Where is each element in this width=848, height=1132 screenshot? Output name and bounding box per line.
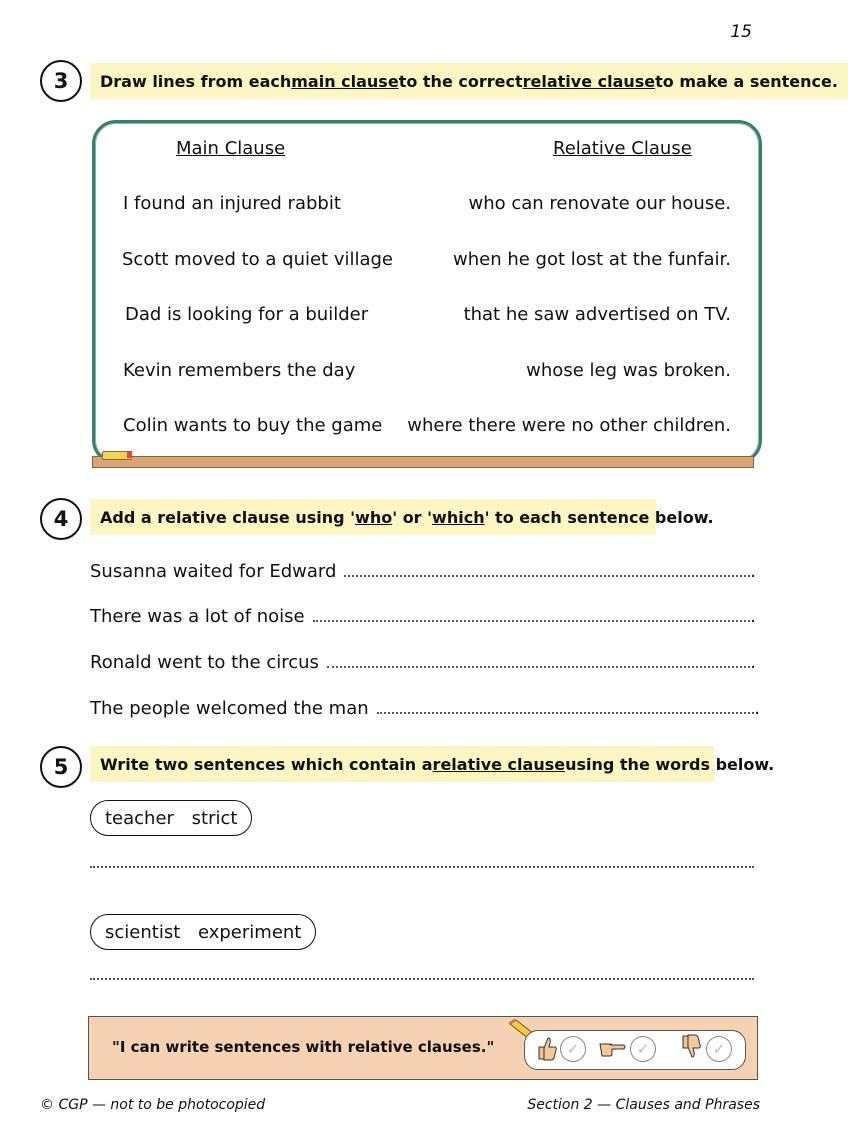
question-4-number: 4: [40, 498, 82, 540]
main-clause-heading: Main Clause: [176, 138, 286, 159]
word-prompt-box: teacher strict: [90, 800, 252, 836]
question-3-number: 3: [40, 60, 82, 102]
thumbs-down-icon: [680, 1034, 702, 1064]
instruction-text: ' or ': [392, 507, 433, 527]
tick-circle-unsure[interactable]: ✓: [630, 1036, 656, 1062]
thumbs-sideways-icon: [598, 1040, 626, 1062]
main-clause: Dad is looking for a builder: [125, 304, 369, 325]
instruction-text: to make a sentence.: [655, 71, 838, 91]
answer-line[interactable]: [90, 698, 760, 719]
instruction-keyword: main clause: [291, 71, 399, 91]
section-footer: Section 2 — Clauses and Phrases: [527, 1097, 760, 1113]
relative-clause: when he got lost at the funfair.: [453, 249, 731, 270]
sentence-stem: Susanna waited for Edward: [90, 561, 337, 582]
main-clause: Scott moved to a quiet village: [122, 249, 394, 270]
instruction-keyword: relative clause: [432, 754, 566, 774]
sentence-stem: The people welcomed the man: [90, 698, 369, 719]
question-3-instruction: [90, 63, 848, 99]
dotted-answer-space[interactable]: [313, 606, 751, 622]
dotted-answer-space[interactable]: [377, 698, 755, 714]
instruction-text: Add a relative clause using ': [100, 507, 356, 527]
instruction-text: Write two sentences which contain a: [100, 754, 433, 774]
main-clause: Colin wants to buy the game: [123, 415, 383, 436]
dotted-answer-space[interactable]: [344, 561, 750, 577]
dotted-answer-line[interactable]: [90, 978, 754, 980]
relative-clause: who can renovate our house.: [468, 193, 731, 214]
sentence-stem: Ronald went to the circus: [90, 652, 319, 673]
copyright-footer: © CGP — not to be photocopied: [40, 1097, 266, 1113]
answer-line[interactable]: [90, 561, 756, 582]
full-stop: .: [750, 561, 756, 582]
word-prompt-box: scientist experiment: [90, 914, 316, 950]
self-assessment-statement: "I can write sentences with relative clauses.": [112, 1038, 495, 1056]
instruction-text: Draw lines from each: [100, 71, 292, 91]
dotted-answer-space[interactable]: [327, 652, 750, 668]
full-stop: .: [754, 698, 760, 719]
answer-line[interactable]: [90, 606, 756, 627]
main-clause: I found an injured rabbit: [123, 193, 341, 214]
instruction-keyword: who: [355, 507, 393, 527]
dotted-answer-line[interactable]: [90, 866, 754, 868]
chalkboard-ledge: [92, 456, 754, 468]
question-5-number: 5: [40, 746, 82, 788]
instruction-text: using the words below.: [565, 754, 775, 774]
tick-circle-not-yet[interactable]: ✓: [706, 1036, 732, 1062]
relative-clause: where there were no other children.: [407, 415, 731, 436]
full-stop: .: [750, 652, 756, 673]
thumbs-up-icon: [536, 1035, 558, 1065]
tick-circle-confident[interactable]: ✓: [560, 1036, 586, 1062]
question-4-instruction: [90, 499, 714, 535]
instruction-text: ' to each sentence below.: [484, 507, 714, 527]
main-clause: Kevin remembers the day: [123, 360, 356, 381]
chalk-tip-icon: [127, 451, 132, 458]
sentence-stem: There was a lot of noise: [90, 606, 305, 627]
chalkboard: [92, 120, 762, 464]
instruction-keyword: which: [432, 507, 485, 527]
full-stop: .: [750, 606, 756, 627]
answer-line[interactable]: [90, 652, 756, 673]
relative-clause: whose leg was broken.: [526, 360, 731, 381]
question-5-instruction: [90, 746, 775, 782]
relative-clause: that he saw advertised on TV.: [463, 304, 731, 325]
page-number: 15: [730, 22, 752, 42]
instruction-keyword: relative clause: [522, 71, 656, 91]
instruction-text: to the correct: [398, 71, 523, 91]
relative-clause-heading: Relative Clause: [553, 138, 692, 159]
